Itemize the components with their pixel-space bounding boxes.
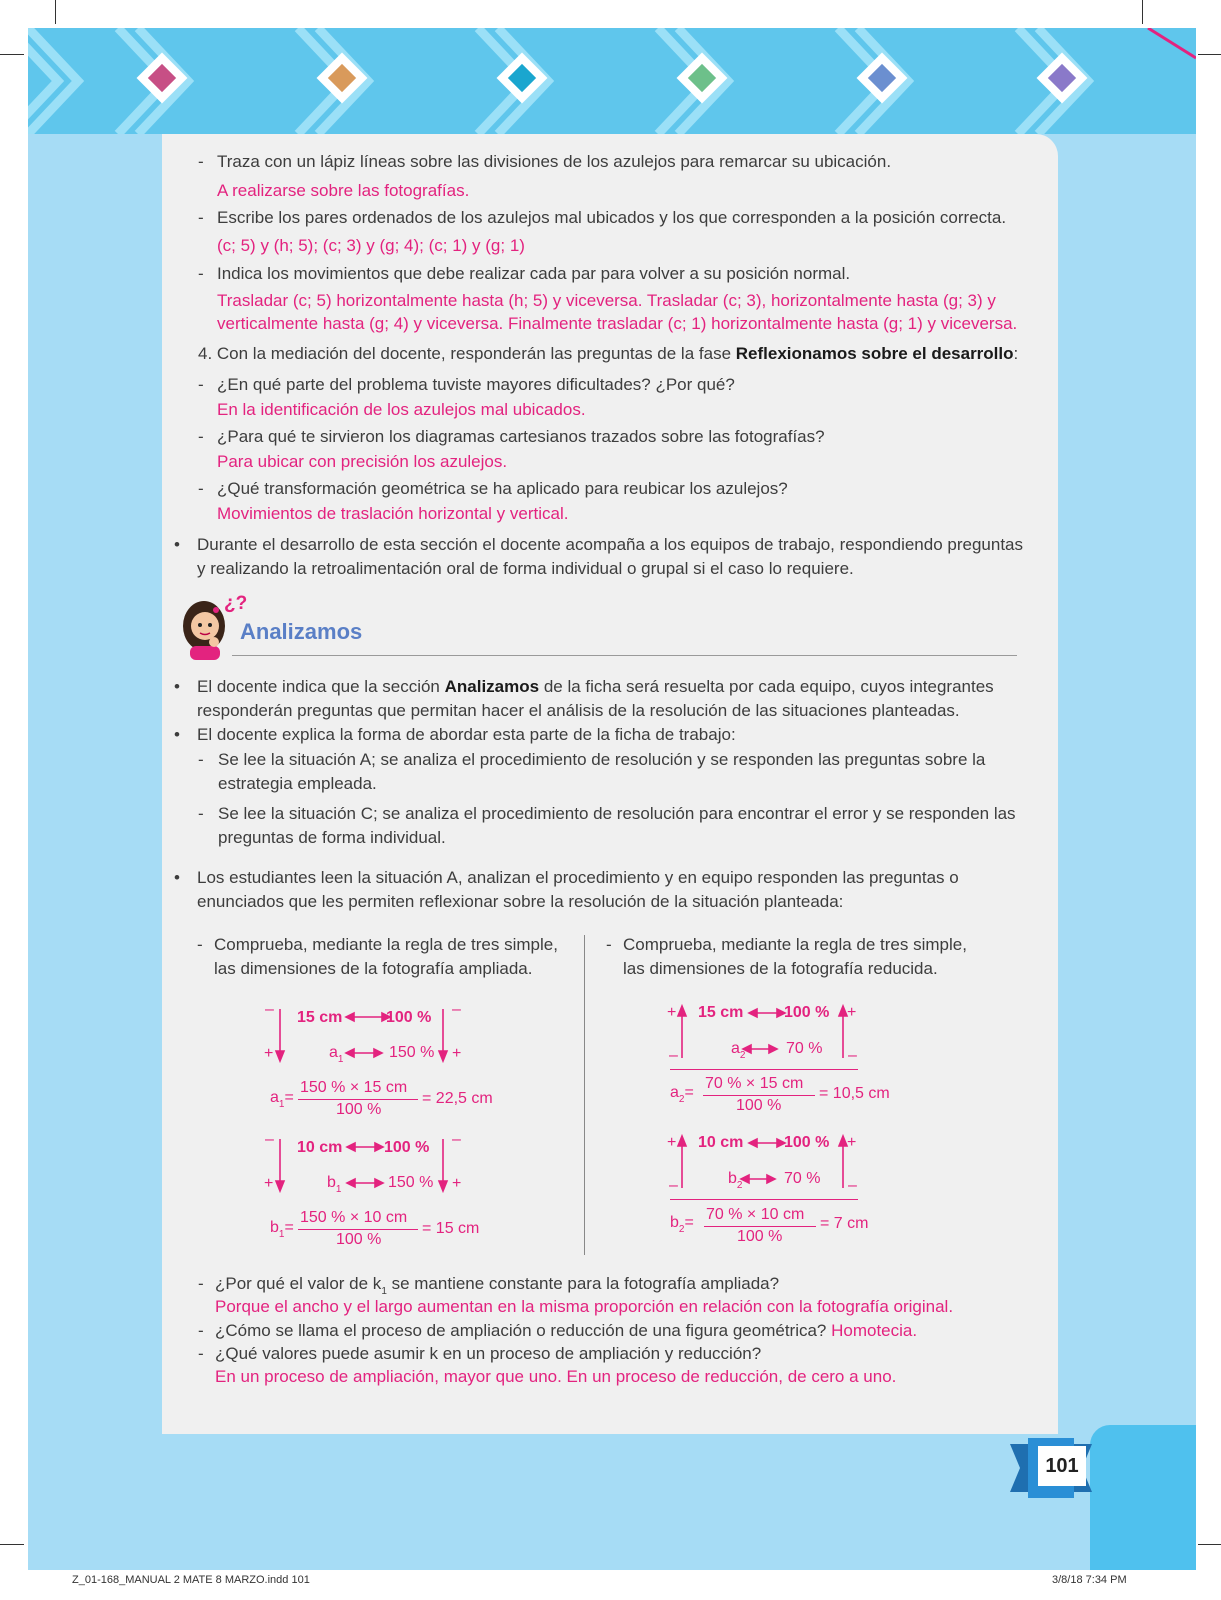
sign-minus: – <box>848 1047 857 1064</box>
final-answer: Porque el ancho y el largo aumentan en la misma proporción en relación con la fotografía original. <box>215 1297 954 1316</box>
item-answer: Trasladar (c; 5) horizontalmente hasta (h; 5) y viceversa. Trasladar (c; 3), horizontalmente hasta (g; 3) y <box>217 291 996 310</box>
formula-numerator: 70 % × 15 cm <box>705 1075 804 1092</box>
sign-minus: – <box>669 1177 678 1194</box>
item-answer: (c; 5) y (h; 5); (c; 3) y (g; 4); (c; 1) y (g; 1) <box>217 236 525 255</box>
column-divider <box>584 935 585 1255</box>
crop-mark <box>1142 0 1143 24</box>
prop-top-right: 100 % <box>384 1139 430 1156</box>
prop-top-right: 100 % <box>386 1009 432 1026</box>
dash: - <box>606 935 612 954</box>
footer-file: Z_01-168_MANUAL 2 MATE 8 MARZO.indd 101 <box>72 1574 310 1586</box>
formula-var: $a_2=$ <box>670 1084 694 1105</box>
dash-text: Se lee la situación C; se analiza el procedimiento de resolución para encontrar el error y se responden las <box>218 804 1016 823</box>
bullet: • <box>174 535 180 554</box>
reflect-question: ¿Para qué te sirvieron los diagramas cartesianos trazados sobre las fotografías? <box>217 427 825 446</box>
sign-minus: – <box>265 1001 274 1018</box>
prop-bottom-right: 70 % <box>786 1040 823 1057</box>
formula-denominator: 100 % <box>736 1097 782 1114</box>
bullet-text: y realizando la retroalimentación oral de forma individual o grupal si el caso lo requiere. <box>197 559 854 578</box>
formula-denominator: 100 % <box>737 1228 783 1245</box>
crop-mark <box>55 0 56 24</box>
crop-mark <box>0 54 24 55</box>
right-col-title: Comprueba, mediante la regla de tres simple, <box>623 935 967 954</box>
proportion-arrows-icon <box>260 1003 470 1063</box>
prop-top-right: 100 % <box>784 1004 830 1021</box>
prop-top-left: 10 cm <box>698 1134 744 1151</box>
bullet-text: Los estudiantes leen la situación A, analizan el procedimiento y en equipo responden las preguntas o <box>197 868 959 887</box>
dash: - <box>198 427 204 446</box>
item-answer: A realizarse sobre las fotografías. <box>217 181 470 200</box>
reflect-question: ¿Qué transformación geométrica se ha aplicado para reubicar los azulejos? <box>217 479 788 498</box>
bullet-text: enunciados que les permiten reflexionar sobre la resolución de la situación planteada: <box>197 892 844 911</box>
formula-denominator: 100 % <box>336 1101 382 1118</box>
question-marks: ¿? <box>224 593 248 614</box>
prop-top-left: 15 cm <box>698 1004 744 1021</box>
dash: - <box>198 264 204 283</box>
sign-plus: + <box>264 1045 274 1062</box>
page-tab <box>1090 1425 1196 1570</box>
left-col-title: Comprueba, mediante la regla de tres simple, <box>214 935 558 954</box>
dash-text: preguntas de forma individual. <box>218 828 446 847</box>
bullet: • <box>174 677 180 696</box>
section-title: Analizamos <box>240 619 363 644</box>
bullet-text: El docente explica la forma de abordar esta parte de la ficha de trabajo: <box>197 725 736 744</box>
final-question: ¿Por qué el valor de $k_1$ se mantiene constante para la fotografía ampliada? <box>215 1274 780 1297</box>
dash: - <box>198 750 204 769</box>
final-answer: En un proceso de ampliación, mayor que uno. En un proceso de reducción, de cero a uno. <box>215 1367 897 1386</box>
dash: - <box>198 208 204 227</box>
section-rule <box>232 655 1017 656</box>
footer-date: 3/8/18 7:34 PM <box>1052 1574 1127 1586</box>
sign-plus: + <box>452 1045 462 1062</box>
proportion-arrows-icon <box>665 1000 875 1062</box>
reflect-answer: En la identificación de los azulejos mal ubicados. <box>217 400 586 419</box>
proportion-arrows-icon <box>665 1130 875 1192</box>
step-4: 4. Con la mediación del docente, responderán las preguntas de la fase Reflexionamos sobre el desarrollo: <box>198 344 1019 363</box>
dash: - <box>198 1321 204 1340</box>
banner-pattern-icon <box>28 28 1196 134</box>
prop-var: $b_2$ <box>728 1170 743 1191</box>
prop-bottom-right: 150 % <box>389 1044 435 1061</box>
item-question: Indica los movimientos que debe realizar cada par para volver a su posición normal. <box>217 264 851 283</box>
dash: - <box>198 152 204 171</box>
sign-plus: + <box>452 1175 462 1192</box>
dash: - <box>198 479 204 498</box>
crop-mark <box>1198 1544 1221 1545</box>
prop-top-left: 15 cm <box>297 1009 343 1026</box>
left-col-title: las dimensiones de la fotografía ampliada. <box>214 959 533 978</box>
item-answer: verticalmente hasta (g; 4) y viceversa. Finalmente trasladar (c; 1) horizontalmente hasta (g; 1) y viceversa. <box>217 314 1018 333</box>
sign-minus: – <box>669 1047 678 1064</box>
dash: - <box>197 935 203 954</box>
proportion-arrows-icon <box>260 1133 470 1193</box>
separator-line <box>670 1199 858 1200</box>
sign-plus: + <box>667 1134 677 1151</box>
separator-line <box>670 1069 858 1070</box>
bullet: • <box>174 725 180 744</box>
reflect-answer: Movimientos de traslación horizontal y vertical. <box>217 504 569 523</box>
prop-var: $a_2$ <box>731 1040 746 1061</box>
reflect-answer: Para ubicar con precisión los azulejos. <box>217 452 508 471</box>
final-question: ¿Cómo se llama el proceso de ampliación o reducción de una figura geométrica? Homotecia. <box>215 1321 918 1340</box>
formula-result: = 15 cm <box>422 1220 480 1237</box>
dash-text: Se lee la situación A; se analiza el procedimiento de resolución y se responden las preguntas sobre la <box>218 750 986 769</box>
bullet: • <box>174 868 180 887</box>
prop-top-left: 10 cm <box>297 1139 343 1156</box>
sign-plus: + <box>847 1004 857 1021</box>
bullet-text: El docente indica que la sección Analizamos de la ficha será resuelta por cada equipo, cuyos integrantes <box>197 677 994 696</box>
formula-var: $a_1=$ <box>270 1089 294 1110</box>
dash: - <box>198 1274 204 1293</box>
formula-var: $b_2=$ <box>670 1214 694 1235</box>
decorative-banner <box>28 28 1196 134</box>
item-question: Traza con un lápiz líneas sobre las divisiones de los azulejos para remarcar su ubicación. <box>217 152 892 171</box>
sign-minus: – <box>848 1177 857 1194</box>
dash: - <box>198 375 204 394</box>
sign-plus: + <box>847 1134 857 1151</box>
bullet-text: Durante el desarrollo de esta sección el docente acompaña a los equipos de trabajo, respondiendo preguntas <box>197 535 1023 554</box>
sign-plus: + <box>667 1004 677 1021</box>
prop-var: $a_1$ <box>329 1044 344 1065</box>
formula-denominator: 100 % <box>336 1231 382 1248</box>
crop-mark <box>1198 54 1221 55</box>
page-number: 101 <box>1038 1446 1086 1486</box>
prop-bottom-right: 70 % <box>784 1170 821 1187</box>
formula-numerator: 150 % × 10 cm <box>300 1209 408 1226</box>
item-question: Escribe los pares ordenados de los azulejos mal ubicados y los que corresponden a la posición correcta. <box>217 208 1007 227</box>
sign-minus: – <box>265 1131 274 1148</box>
right-col-title: las dimensiones de la fotografía reducida. <box>623 959 938 978</box>
formula-result: = 10,5 cm <box>819 1085 890 1102</box>
reflect-question: ¿En qué parte del problema tuviste mayores dificultades? ¿Por qué? <box>217 375 735 394</box>
sign-plus: + <box>264 1175 274 1192</box>
formula-numerator: 150 % × 15 cm <box>300 1079 408 1096</box>
formula-result: = 22,5 cm <box>422 1090 493 1107</box>
crop-mark <box>0 1544 24 1545</box>
dash: - <box>198 804 204 823</box>
prop-bottom-right: 150 % <box>388 1174 434 1191</box>
sign-minus: – <box>452 1131 461 1148</box>
sign-minus: – <box>452 1001 461 1018</box>
formula-var: $b_1=$ <box>270 1219 294 1240</box>
final-question: ¿Qué valores puede asumir k en un proceso de ampliación y reducción? <box>215 1344 762 1363</box>
prop-var: $b_1$ <box>327 1174 342 1195</box>
dash: - <box>198 1344 204 1363</box>
formula-numerator: 70 % × 10 cm <box>706 1206 805 1223</box>
prop-top-right: 100 % <box>784 1134 830 1151</box>
formula-result: = 7 cm <box>820 1215 869 1232</box>
dash-text: estrategia empleada. <box>218 774 377 793</box>
bullet-text: responderán preguntas que permitan hacer el análisis de la resolución de las situaciones planteadas. <box>197 701 960 720</box>
